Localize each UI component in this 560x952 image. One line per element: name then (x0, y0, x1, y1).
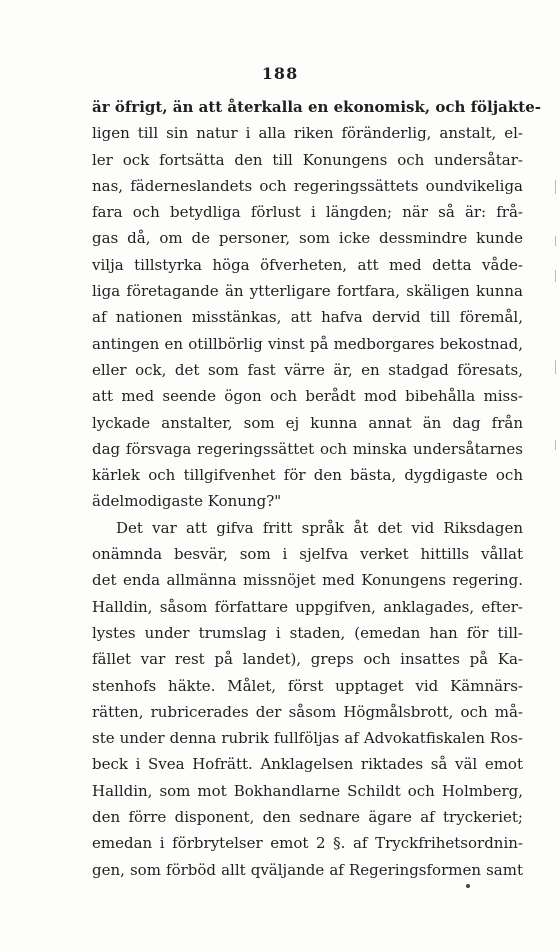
page-edge-mark (555, 180, 556, 194)
text-line: lyckade anstalter, som ej kunna annat än dag från (92, 413, 523, 432)
text-line: Halldin, som mot Bokhandlarne Schildt och Holmberg, (92, 781, 523, 800)
body-text (92, 94, 541, 883)
page-edge-mark (555, 270, 556, 282)
ink-speck (466, 884, 470, 888)
text-line: att med seende ögon och berådt mod bibehålla miss- (92, 387, 523, 406)
text-line: gas då, om de personer, som icke dessmindre kunde (92, 229, 523, 248)
text-line: gen, som förböd allt qväljande af Regeringsformen samt (92, 860, 523, 879)
text-line: dag försvaga regeringssättet och minska undersåtarnes (92, 439, 523, 458)
text-line: onämnda besvär, som i sjelfva verket hittills vållat (92, 545, 523, 564)
page-edge-mark (555, 440, 556, 450)
text-line: nas, fäderneslandets och regeringssättets oundvikeliga (92, 176, 523, 195)
text-line: af nationen misstänkas, att hafva dervid till föremål, (92, 308, 523, 327)
text-line: fället var rest på landet), greps och insattes på Ka- (92, 650, 523, 669)
page-number: 188 (261, 64, 299, 83)
text-line: emedan i förbrytelser emot 2 §. af Tryckfrihetsordnin- (92, 834, 523, 853)
text-line: Halldin, såsom författare uppgifven, anklagades, efter- (92, 597, 523, 616)
page-edge-mark (555, 236, 556, 246)
text-line: ler ock fortsätta den till Konungens och undersåtar- (92, 150, 523, 169)
text-line: ädelmodigaste Konung?" (92, 492, 282, 511)
text-line: kärlek och tillgifvenhet för den bästa, dygdigaste och (92, 466, 523, 485)
text-line: vilja tillstyrka höga öfverheten, att med detta våde- (92, 255, 523, 274)
text-line: ligen till sin natur i alla riken föränderlig, anstalt, el- (92, 124, 523, 143)
text-line: stenhofs häkte. Målet, först upptaget vid Kämnärs- (92, 676, 523, 695)
text-line: det enda allmänna missnöjet med Konungens regering. (92, 571, 523, 590)
text-line: lystes under trumslag i staden, (emedan han för till- (92, 623, 523, 642)
text-line: ste under denna rubrik fullföljas af Advokatfiskalen Ros- (92, 729, 523, 748)
paragraph-2 (92, 515, 523, 883)
text-line: är öfrigt, än att återkalla en ekonomisk, och följakte- (92, 98, 541, 116)
text-line: rätten, rubricerades der såsom Högmålsbrott, och må- (92, 702, 523, 721)
text-line: liga företagande än ytterligare fortfara, skäligen kunna (92, 282, 523, 301)
paragraph-1 (92, 94, 541, 515)
text-line: Det var att gifva fritt språk åt det vid Riksdagen (116, 518, 523, 537)
text-line: fara och betydliga förlust i längden; när så är: frå- (92, 203, 523, 222)
text-line: antingen en otillbörlig vinst på medborgares bekostnad, (92, 334, 523, 353)
text-line: beck i Svea Hofrätt. Anklagelsen riktades så väl emot (92, 755, 523, 774)
text-line: eller ock, det som fast värre är, en stadgad föresats, (92, 360, 523, 379)
text-line: den förre disponent, den sednare ägare af tryckeriet; (92, 808, 523, 827)
page-edge-mark (555, 360, 556, 374)
